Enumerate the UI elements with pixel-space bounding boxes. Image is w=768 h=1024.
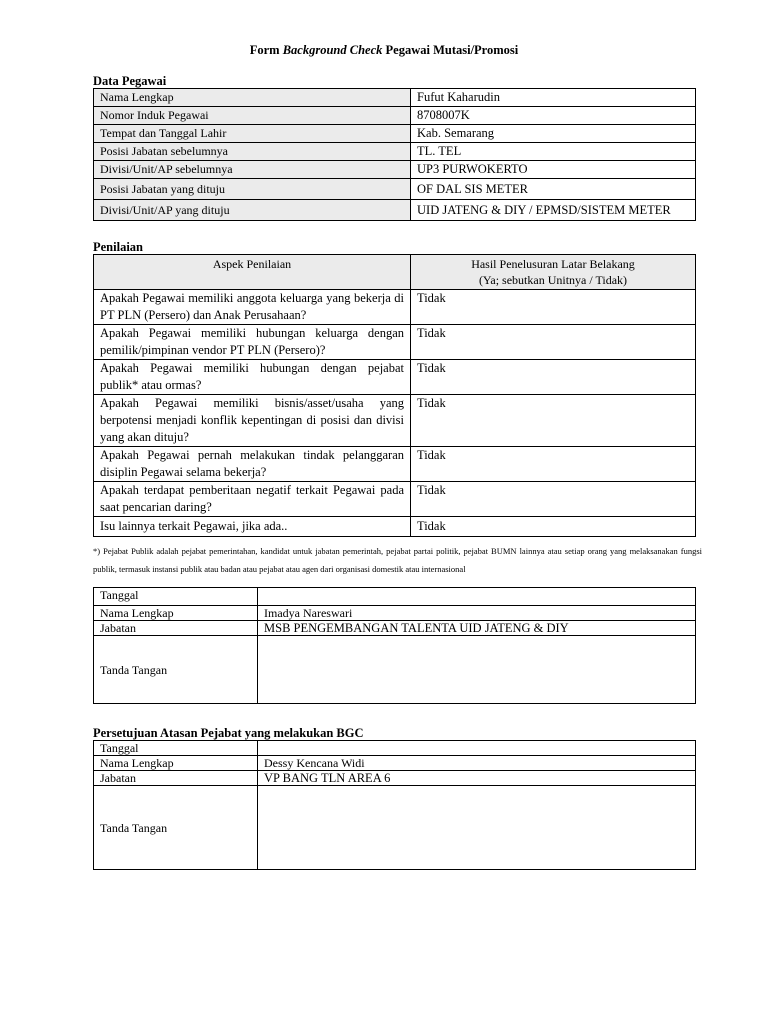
- table-row: [94, 89, 696, 107]
- field-value: TL. TEL: [411, 143, 696, 161]
- table-row: [94, 395, 696, 447]
- field-value: MSB PENGEMBANGAN TALENTA UID JATENG & DIY: [258, 621, 696, 636]
- field-value: 8708007K: [411, 107, 696, 125]
- field-label: Jabatan: [94, 771, 258, 786]
- table-row: [94, 621, 696, 636]
- table-header-row: [94, 255, 696, 290]
- table-row: [94, 179, 696, 200]
- question-cell: Apakah Pegawai memiliki hubungan dengan pejabat publik* atau ormas?: [94, 360, 411, 395]
- answer-cell: Tidak: [411, 395, 696, 447]
- question-cell: Apakah Pegawai memiliki hubungan keluarga dengan pemilik/pimpinan vendor PT PLN (Persero)?: [94, 325, 411, 360]
- field-label: Divisi/Unit/AP sebelumnya: [94, 161, 411, 179]
- field-label: Tanggal: [94, 588, 258, 606]
- answer-cell: Tidak: [411, 325, 696, 360]
- section-heading-persetujuan: Persetujuan Atasan Pejabat yang melakukan BGC: [93, 726, 364, 740]
- signature-box: [258, 786, 696, 870]
- table-row: [94, 482, 696, 517]
- table-row: [94, 606, 696, 621]
- column-header-aspek: Aspek Penilaian: [94, 255, 411, 290]
- field-value: Fufut Kaharudin: [411, 89, 696, 107]
- question-cell: Apakah Pegawai pernah melakukan tindak pelanggaran disiplin Pegawai selama bekerja?: [94, 447, 411, 482]
- table-row: [94, 360, 696, 395]
- field-label: Tanda Tangan: [94, 636, 258, 704]
- field-label: Tanggal: [94, 741, 258, 756]
- table-row: [94, 161, 696, 179]
- field-value: UID JATENG & DIY / EPMSD/SISTEM METER: [411, 200, 696, 221]
- field-label: Nama Lengkap: [94, 606, 258, 621]
- field-label: Tanda Tangan: [94, 786, 258, 870]
- question-cell: Apakah Pegawai memiliki bisnis/asset/usaha yang berpotensi menjadi konflik kepentingan di posisi dan divisi yang akan dituju?: [94, 395, 411, 447]
- section-heading-penilaian: Penilaian: [93, 240, 144, 254]
- persetujuan-table: [93, 740, 696, 870]
- signature-box: [258, 636, 696, 704]
- table-row: [94, 588, 696, 606]
- table-row: [94, 771, 696, 786]
- field-value: UP3 PURWOKERTO: [411, 161, 696, 179]
- form-title-italic: Background Check: [282, 43, 383, 57]
- table-row: [94, 200, 696, 221]
- field-label: Nama Lengkap: [94, 756, 258, 771]
- table-row: [94, 125, 696, 143]
- table-row: [94, 786, 696, 870]
- field-value: Dessy Kencana Widi: [258, 756, 696, 771]
- field-value: VP BANG TLN AREA 6: [258, 771, 696, 786]
- field-label: Nama Lengkap: [94, 89, 411, 107]
- field-label: Nomor Induk Pegawai: [94, 107, 411, 125]
- question-cell: Apakah Pegawai memiliki anggota keluarga yang bekerja di PT PLN (Persero) dan Anak Perusahaan?: [94, 290, 411, 325]
- answer-cell: Tidak: [411, 482, 696, 517]
- field-value: OF DAL SIS METER: [411, 179, 696, 200]
- table-row: [94, 636, 696, 704]
- answer-cell: Tidak: [411, 290, 696, 325]
- table-row: [94, 756, 696, 771]
- pemeriksa-table: [93, 587, 696, 704]
- question-cell: Apakah terdapat pemberitaan negatif terkait Pegawai pada saat pencarian daring?: [94, 482, 411, 517]
- table-row: [94, 447, 696, 482]
- table-row: [94, 107, 696, 125]
- field-value: [258, 588, 696, 606]
- table-row: [94, 143, 696, 161]
- table-row: [94, 325, 696, 360]
- question-cell: Isu lainnya terkait Pegawai, jika ada..: [94, 517, 411, 537]
- field-value: Kab. Semarang: [411, 125, 696, 143]
- field-label: Jabatan: [94, 621, 258, 636]
- data-pegawai-table: [93, 88, 696, 221]
- answer-cell: Tidak: [411, 517, 696, 537]
- field-value: Imadya Nareswari: [258, 606, 696, 621]
- table-row: [94, 290, 696, 325]
- field-value: [258, 741, 696, 756]
- form-title: Form Background Check Pegawai Mutasi/Promosi: [249, 43, 519, 57]
- answer-cell: Tidak: [411, 447, 696, 482]
- penilaian-table: [93, 254, 696, 537]
- field-label: Divisi/Unit/AP yang dituju: [94, 200, 411, 221]
- field-label: Tempat dan Tanggal Lahir: [94, 125, 411, 143]
- field-label: Posisi Jabatan yang dituju: [94, 179, 411, 200]
- column-header-hasil: Hasil Penelusuran Latar Belakang (Ya; sebutkan Unitnya / Tidak): [411, 255, 696, 290]
- table-row: [94, 741, 696, 756]
- field-label: Posisi Jabatan sebelumnya: [94, 143, 411, 161]
- footnote: *) Pejabat Publik adalah pejabat pemerintahan, kandidat untuk jabatan pemerintah, pejabat partai politik, pejabat BUMN lainnya atau setiap orang yang melaksanakan fungsi publik, termasuk instansi publik atau badan atau pejabat atau agen dari organisasi domestik atau internasional: [93, 546, 702, 574]
- answer-cell: Tidak: [411, 360, 696, 395]
- table-row: [94, 517, 696, 537]
- section-heading-data-pegawai: Data Pegawai: [93, 74, 167, 88]
